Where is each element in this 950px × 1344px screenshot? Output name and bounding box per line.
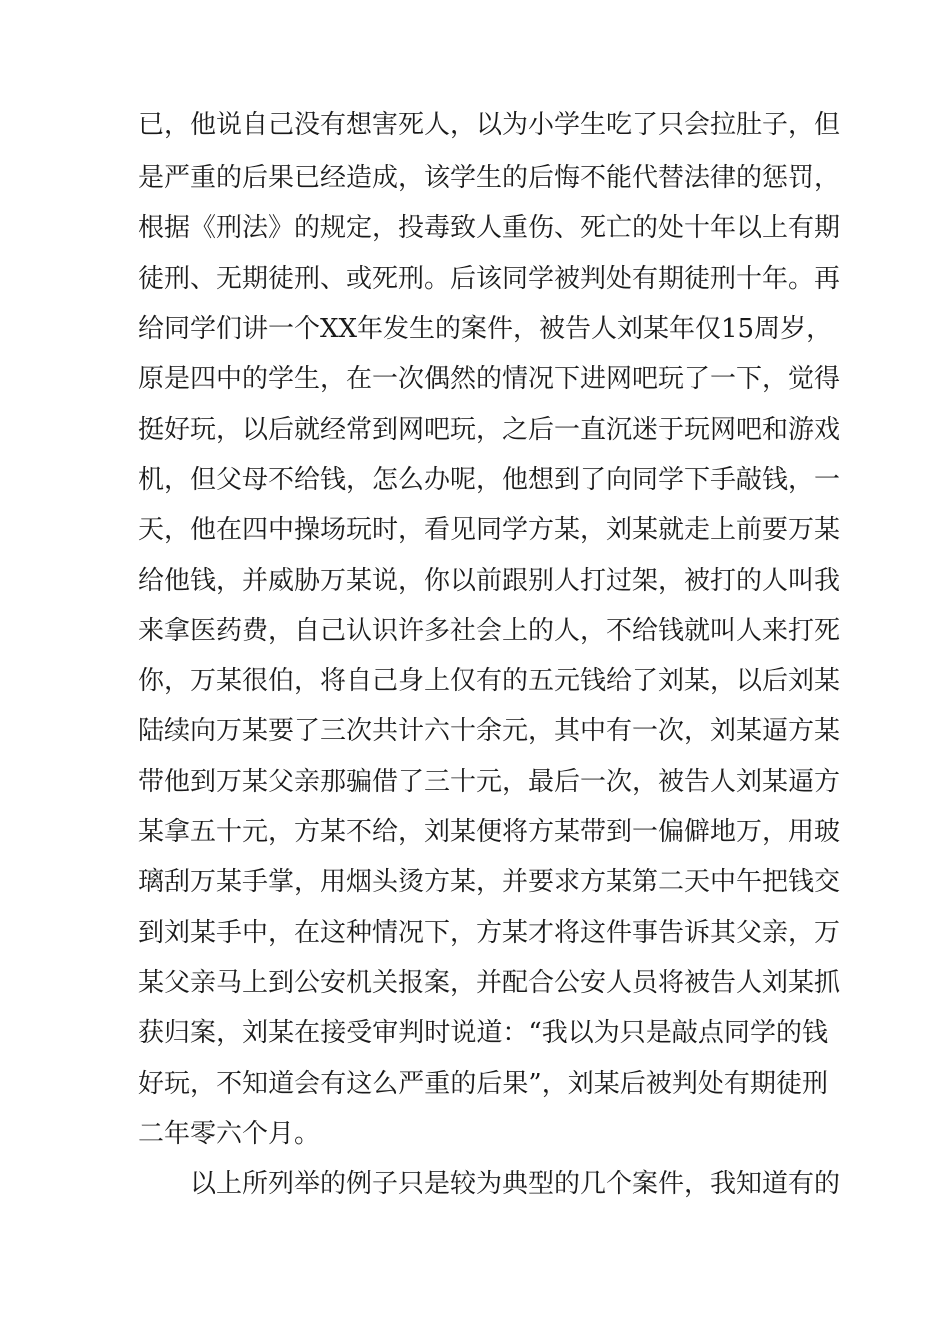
body-text-line: 是严重的后果已经造成，该学生的后悔不能代替法律的惩罚， (138, 163, 841, 193)
body-text-line: 给他钱，并威胁万某说，你以前跟别人打过架，被打的人叫我 (138, 566, 841, 596)
body-text-line: 你，万某很伯，将自己身上仅有的五元钱给了刘某，以后刘某 (138, 666, 841, 696)
body-text-line: 好玩，不知道会有这么严重的后果”，刘某后被判处有期徒刑 (138, 1069, 828, 1099)
body-text-line: 璃刮万某手掌，用烟头烫方某，并要求方某第二天中午把钱交 (138, 867, 841, 897)
body-text-line: 给同学们讲一个XX年发生的案件，被告人刘某年仅15周岁， (138, 314, 833, 344)
body-text-line: 原是四中的学生，在一次偶然的情况下进网吧玩了一下，觉得 (138, 364, 841, 394)
body-text-line: 二年零六个月。 (138, 1119, 321, 1149)
paragraph-first-line: 以上所列举的例子只是较为典型的几个案件，我知道有的 (190, 1169, 841, 1199)
body-text-line: 某拿五十元，方某不给，刘某便将方某带到一偏僻地万，用玻 (138, 817, 841, 847)
body-text-line: 徒刑、无期徒刑、或死刑。后该同学被判处有期徒刑十年。再 (138, 264, 841, 294)
body-text-line: 获归案，刘某在接受审判时说道：“我以为只是敲点同学的钱 (138, 1018, 828, 1048)
body-text-line: 挺好玩，以后就经常到网吧玩，之后一直沉迷于玩网吧和游戏 (138, 415, 841, 445)
body-text-line: 已，他说自己没有想害死人，以为小学生吃了只会拉肚子，但 (138, 110, 841, 140)
body-text-line: 机，但父母不给钱，怎么办呢，他想到了向同学下手敲钱，一 (138, 465, 841, 495)
body-text-line: 来拿医药费，自己认识许多社会上的人，不给钱就叫人来打死 (138, 616, 841, 646)
body-text-line: 某父亲马上到公安机关报案，并配合公安人员将被告人刘某抓 (138, 968, 841, 998)
body-text-line: 到刘某手中，在这种情况下，方某才将这件事告诉其父亲，万 (138, 918, 841, 948)
body-text-line: 带他到万某父亲那骗借了三十元，最后一次，被告人刘某逼方 (138, 767, 841, 797)
body-text-line: 根据《刑法》的规定，投毒致人重伤、死亡的处十年以上有期 (138, 213, 841, 243)
body-text-line: 天，他在四中操场玩时，看见同学方某，刘某就走上前要万某 (138, 515, 841, 545)
body-text-line: 陆续向万某要了三次共计六十余元，其中有一次，刘某逼方某 (138, 716, 841, 746)
